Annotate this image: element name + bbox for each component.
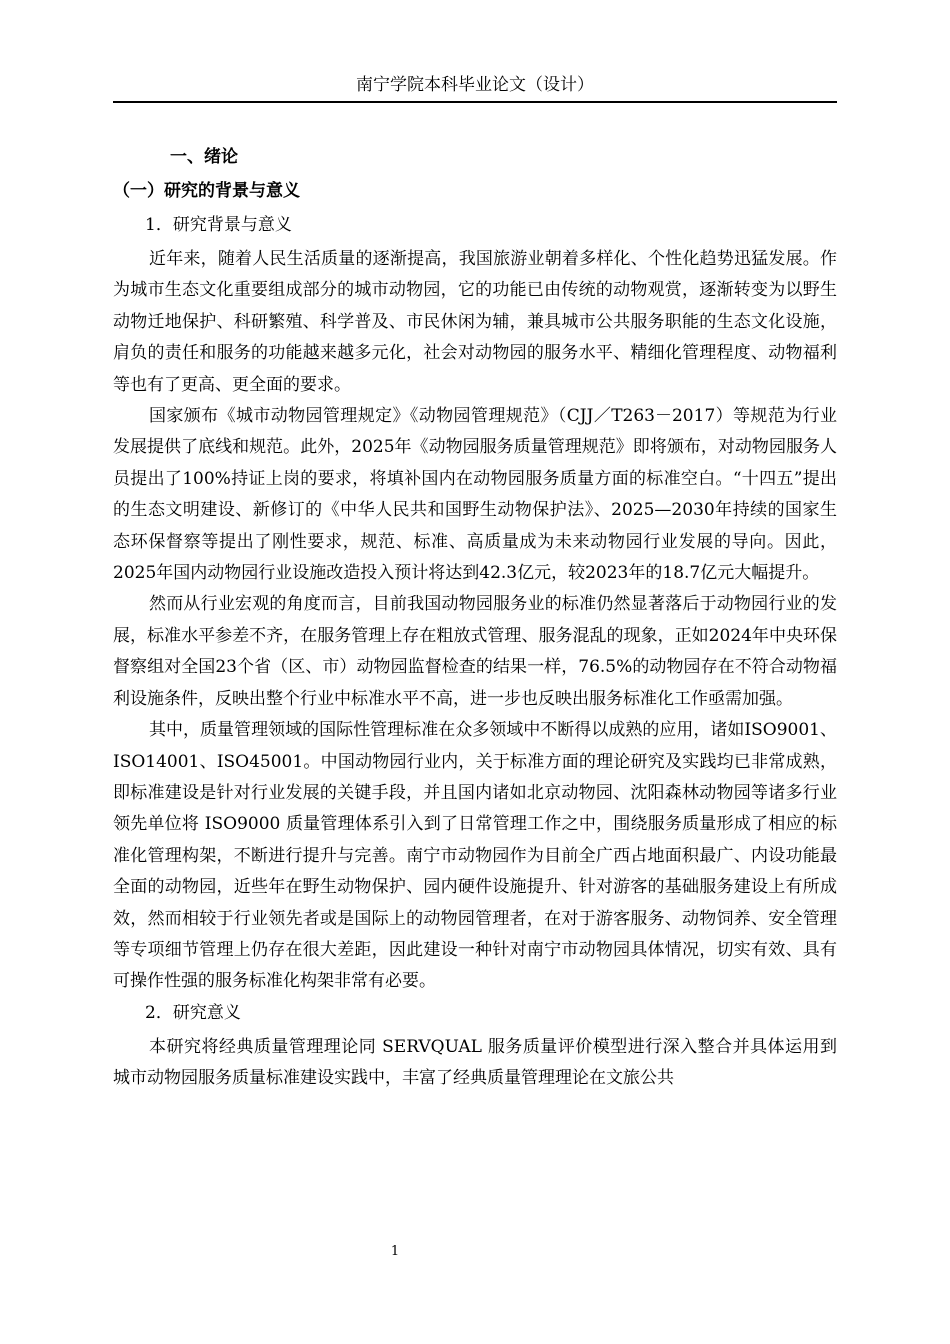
chapter-heading: 一、绪论 (170, 147, 238, 167)
subsection-heading-significance: 2．研究意义 (145, 1002, 241, 1023)
section-heading: （一）研究的背景与意义 (113, 181, 300, 201)
paragraph-3: 然而从行业宏观的角度而言，目前我国动物园服务业的标准仍然显著落后于动物园行业的发展，标准水平参差不齐，在服务管理上存在粗放式管理、服务混乱的现象，正如2024年中央环保督察组对全国23个省（区、市）动物园监督检查的结果一样，76.5%的动物园存在不符合动物福利设施条件，反映出整个行业中标准水平不高，进一步也反映出服务标准化工作亟需加强。 (113, 594, 837, 709)
body-content (113, 142, 837, 1095)
paragraph-1: 近年来，随着人民生活质量的逐渐提高，我国旅游业朝着多样化、个性化趋势迅猛发展。作为城市生态文化重要组成部分的城市动物园，它的功能已由传统的动物观赏，逐渐转变为以野生动物迁地保护、科研繁殖、科学普及、市民休闲为辅，兼具城市公共服务职能的生态文化设施，肩负的责任和服务的功能越来越多元化，社会对动物园的服务水平、精细化管理程度、动物福利等也有了更高、更全面的要求。 (113, 249, 837, 395)
paragraph-4: 其中，质量管理领域的国际性管理标准在众多领域中不断得以成熟的应用，诸如ISO9001、ISO14001、ISO45001。中国动物园行业内，关于标准方面的理论研究及实践均已非常成熟，即标准建设是针对行业发展的关键手段，并且国内诸如北京动物园、沈阳森林动物园等诸多行业领先单位将 ISO9000 质量管理体系引入到了日常管理工作之中，围绕服务质量形成了相应的标准化管理构架，不断进行提升与完善。南宁市动物园作为目前全广西占地面积最广、内设功能最全面的动物园，近些年在野生动物保护、园内硬件设施提升、针对游客的基础服务建设上有所成效，然而相较于行业领先者或是国际上的动物园管理者，在对于游客服务、动物饲养、安全管理等专项细节管理上仍存在很大差距，因此建设一种针对南宁市动物园具体情况，切实有效、具有可操作性强的服务标准化构架非常有必要。 (113, 720, 837, 992)
running-header: 南宁学院本科毕业论文（设计） (356, 75, 594, 95)
subsection-heading-background: 1．研究背景与意义 (145, 215, 292, 235)
paragraph-2: 国家颁布《城市动物园管理规定》《动物园管理规范》（CJJ／T263－2017）等规范为行业发展提供了底线和规范。此外，2025年《动物园服务质量管理规范》即将颁布，对动物园服务人员提出了100%持证上岗的要求，将填补国内在动物园服务质量方面的标准空白。“十四五”提出的生态文明建设、新修订的《中华人民共和国野生动物保护法》、2025—2030年持续的国家生态环保督察等提出了刚性要求，规范、标准、高质量成为未来动物园行业发展的导向。因此，2025年国内动物园行业设施改造投入预计将达到42.3亿元，较2023年的18.7亿元大幅提升。 (113, 406, 837, 584)
paragraph-5: 本研究将经典质量管理理论同 SERVQUAL 服务质量评价模型进行深入整合并具体运用到城市动物园服务质量标准建设实践中，丰富了经典质量管理理论在文旅公共 (113, 1036, 837, 1089)
page-number: 1 (390, 1244, 400, 1259)
header-rule (113, 101, 837, 103)
